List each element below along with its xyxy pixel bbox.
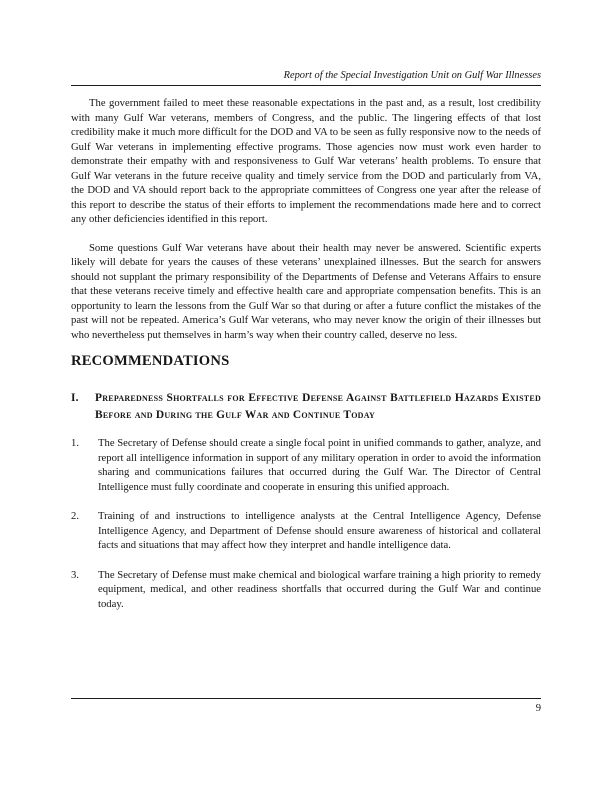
item-number: 2. [71,511,79,522]
page-number: 9 [535,703,541,714]
recommendations-heading: RECOMMENDATIONS [71,353,230,369]
running-header-title: Report of the Special Investigation Unit on Gulf War Illnesses [283,70,541,81]
recommendation-item [71,569,541,613]
body-paragraph-1: The government failed to meet these reasonable expectations in the past and, as a result, lost credibility with many Gulf War veterans, members of Congress, and the public. The lingering effects of that lost credibility make it much more difficult for the DOD and VA to be seen as fully responsive now to the needs of Gulf War veterans in implementing effective programs. Those agencies now must work even harder to demonstrate their empathy with and responsiveness to Gulf War veterans’ health problems. To ensure that Gulf War veterans in the future receive quality and timely service from the DOD and particularly from VA, the DOD and VA should report back to the appropriate committees of Congress one year after the release of this report to describe the status of their efforts to implement the recommendations made here and to correct any other deficiencies identified in this report. [71,98,541,225]
item-number: 1. [71,438,79,449]
recommendation-item [71,437,541,495]
page-content [71,0,541,612]
recommendation-item [71,510,541,554]
item-text: Training of and instructions to intelligence analysts at the Central Intelligence Agency, Defense Intelligence Agency, and Department of Defense should ensure awareness of historical and collateral facts and situations that may affect how they interpret and handle intelligence data. [98,511,541,551]
page-footer [71,698,541,716]
section-heading [71,390,541,423]
item-text: The Secretary of Defense must make chemical and biological warfare training a high priority to remedy equipment, medical, and other readiness shortfalls that occurred during the Gulf War and continue today. [98,569,541,610]
section-title: Preparedness Shortfalls for Effective Defense Against Battlefield Hazards Existed Before and During the Gulf War and Continue Today [95,392,541,421]
item-number: 3. [71,569,79,581]
running-header [71,69,541,86]
item-text: The Secretary of Defense should create a single focal point in unified commands to gather, analyze, and report all intelligence information in support of any military operation in order to avoid the information sharing and communications failures that occurred during the Gulf War. The Director of Central Intelligence must fully coordinate and cooperate in ensuring this unified approach. [98,438,541,493]
body-paragraph-2: Some questions Gulf War veterans have about their health may never be answered. Scientific experts likely will debate for years the causes of these veterans’ unexplained illnesses. But the search for answers should not supplant the primary responsibility of the Departments of Defense and Veterans Affairs to ensure that these veterans receive timely and effective health care and appropriate compensation benefits. This is an opportunity to learn the lessons from the Gulf War so that during or after a future conflict the mistakes of the past will not be repeated. America’s Gulf War veterans, who may never know the origin of their illnesses but who nevertheless put themselves in harm’s way when their country called, deserve no less. [71,242,541,341]
section-numeral: I. [71,392,79,404]
